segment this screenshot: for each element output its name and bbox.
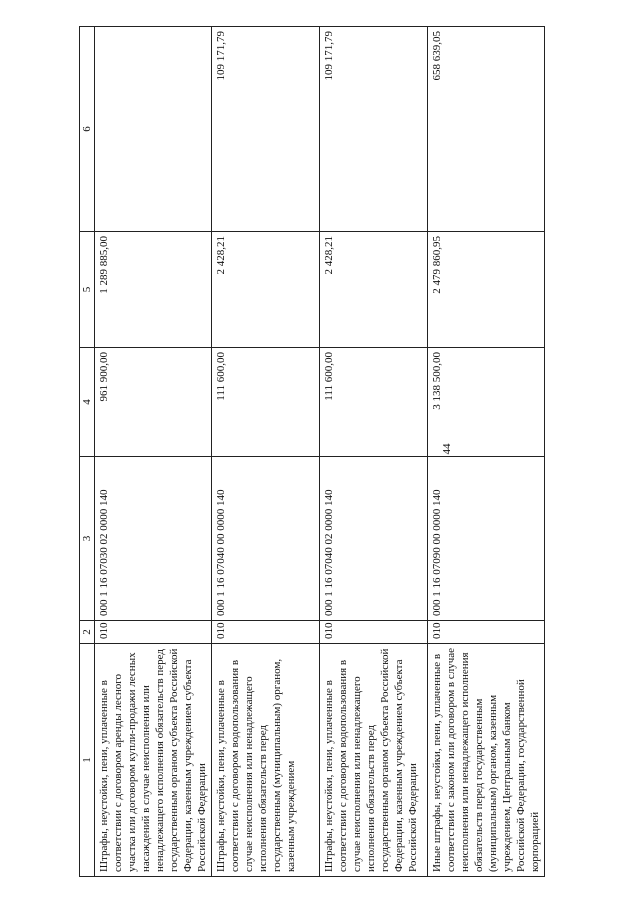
row-col6-value: 109 171,79 (212, 27, 320, 232)
table-row (428, 27, 545, 877)
row-budget-code: 000 1 16 07030 02 0000 140 (95, 457, 212, 621)
row-col4-value: 111 600,00 (212, 348, 320, 457)
row-col5-value: 1 289 885,00 (95, 232, 212, 348)
row-description: Штрафы, неустойки, пени, уплаченные в соответствии с договором водопользования в случае неисполнения или ненадлежащего исполнения обязательств перед государственным органом субъекта Российской Федерации, казенным учреждением субъекта Российской Федерации (320, 644, 428, 877)
column-number-cell: 3 (80, 457, 95, 621)
row-description: Штрафы, неустойки, пени, уплаченные в соответствии с договором водопользования в случае неисполнения или ненадлежащего исполнения обязательств перед государственным (муниципальным) органом, казенным учреждением (212, 644, 320, 877)
row-line-code: 010 (428, 621, 545, 644)
row-col4-value: 3 138 500,00 (428, 348, 545, 457)
rotated-table-container (79, 27, 624, 877)
column-number-cell: 2 (80, 621, 95, 644)
table-row (320, 27, 428, 877)
row-col6-value: 658 639,05 (428, 27, 545, 232)
row-line-code: 010 (320, 621, 428, 644)
row-description: Иные штрафы, неустойки, пени, уплаченные в соответствии с законом или договором в случае неисполнения или ненадлежащего исполнения обязательств перед государственным (муниципальным) органом, казенным учреждением, Центральным банком Российской Федерации, государственной корпорацией (428, 644, 545, 877)
row-line-code: 010 (212, 621, 320, 644)
row-budget-code: 000 1 16 07040 02 0000 140 (320, 457, 428, 621)
row-col6-value (95, 27, 212, 232)
row-col4-value: 961 900,00 (95, 348, 212, 457)
row-line-code: 010 (95, 621, 212, 644)
table-row (212, 27, 320, 877)
column-number-cell: 1 (80, 644, 95, 877)
row-col6-value: 109 171,79 (320, 27, 428, 232)
row-col4-value: 111 600,00 (320, 348, 428, 457)
column-number-cell: 5 (80, 232, 95, 348)
row-description: Штрафы, неустойки, пени, уплаченные в соответствии с договором аренды лесного участка или договором купли-продажи лесных насаждений в случае неисполнения или ненадлежащего исполнения обязательств перед государственным органом субъекта Российской Федерации, казенным учреждением субъекта Российской Федерации (95, 644, 212, 877)
column-number-row (80, 27, 95, 877)
income-table (79, 26, 545, 877)
column-number-cell: 4 (80, 348, 95, 457)
row-col5-value: 2 428,21 (212, 232, 320, 348)
row-col5-value: 2 479 860,95 (428, 232, 545, 348)
column-number-cell: 6 (80, 27, 95, 232)
row-col5-value: 2 428,21 (320, 232, 428, 348)
table-row (95, 27, 212, 877)
page-number: 44 (441, 443, 453, 455)
row-budget-code: 000 1 16 07040 00 0000 140 (212, 457, 320, 621)
row-budget-code: 000 1 16 07090 00 0000 140 (428, 457, 545, 621)
